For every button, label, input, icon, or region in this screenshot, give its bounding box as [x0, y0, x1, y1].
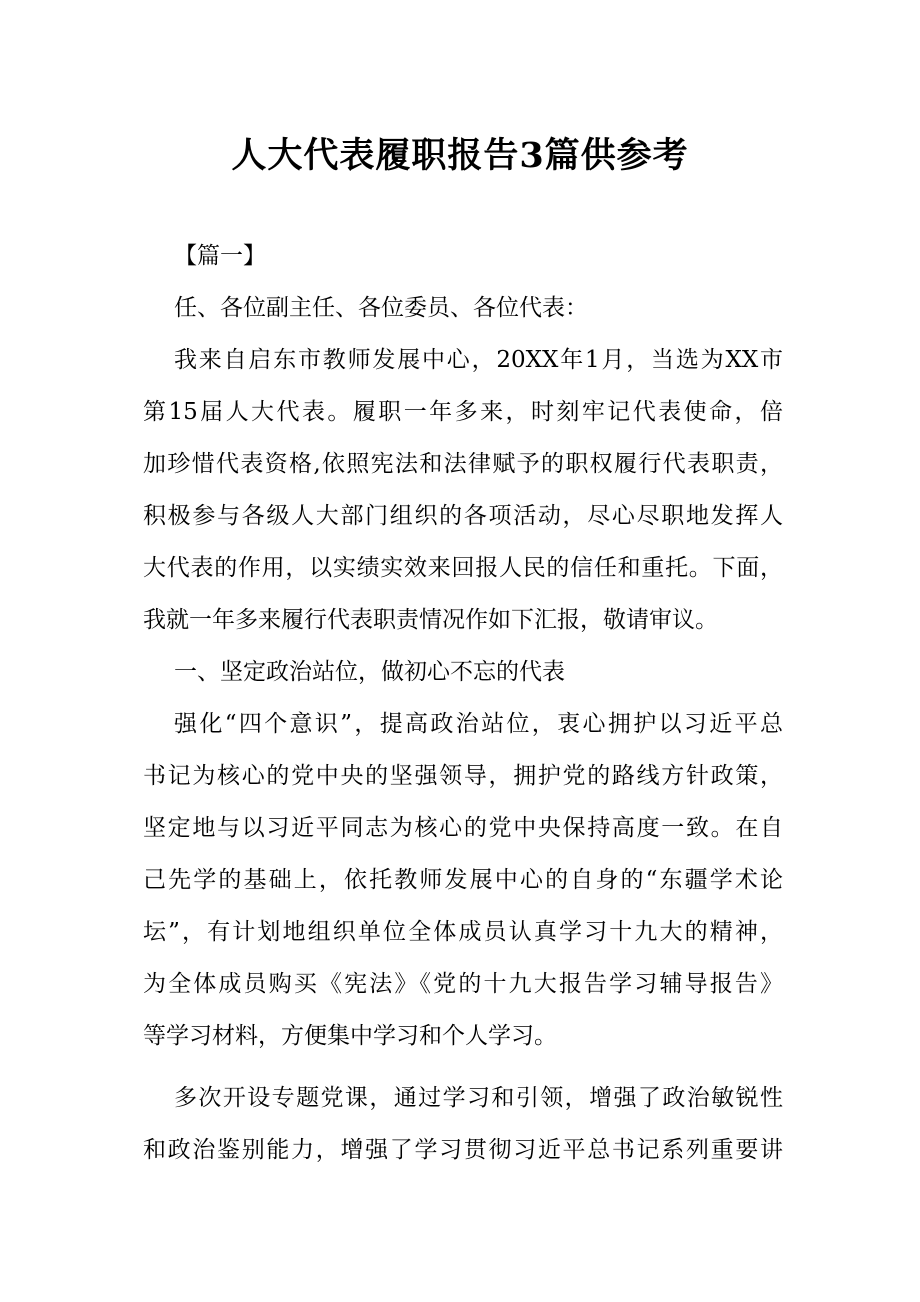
section-label: 【篇一】: [174, 243, 266, 269]
document-body: [143, 230, 783, 1176]
paragraph-line: 积极参与各级人大部门组织的各项活动，尽心尽职地发挥人: [143, 503, 783, 529]
section-heading-1: [143, 646, 783, 698]
paragraph-intro: [143, 334, 783, 646]
paragraph-line: 坛”，有计划地组织单位全体成员认真学习十九大的精神，: [143, 919, 783, 945]
document-title: 人大代表履职报告3篇供参考: [231, 135, 689, 176]
paragraph-line: 任、各位副主任、各位委员、各位代表：: [174, 295, 588, 321]
paragraph-line: 强化“四个意识”，提高政治站位，衷心拥护以习近平总: [174, 711, 783, 737]
paragraph-body-2: [143, 1072, 783, 1176]
paragraph-line: 多次开设专题党课，通过学习和引领，增强了政治敏锐性: [174, 1085, 783, 1111]
paragraph-line: 我来自启东市教师发展中心，20XX年1月，当选为XX市: [174, 347, 783, 373]
paragraph-line: 为全体成员购买《宪法》《党的十九大报告学习辅导报告》: [143, 971, 783, 997]
paragraph-line: 第15届人大代表。履职一年多来，时刻牢记代表使命，倍: [143, 399, 783, 425]
paragraph-greeting: [143, 282, 783, 334]
heading-line: 一、坚定政治站位，做初心不忘的代表: [174, 659, 565, 685]
paragraph-line: 大代表的作用，以实绩实效来回报人民的信任和重托。下面，: [143, 555, 783, 581]
paragraph-line: 书记为核心的党中央的坚强领导，拥护党的路线方针政策，: [143, 763, 783, 789]
paragraph-line: 等学习材料，方便集中学习和个人学习。: [143, 1023, 557, 1049]
paragraph-line: 己先学的基础上，依托教师发展中心的自身的“东疆学术论: [143, 867, 783, 893]
paragraph-line: 加珍惜代表资格,依照宪法和法律赋予的职权履行代表职责，: [143, 451, 783, 477]
paragraph-line: 我就一年多来履行代表职责情况作如下汇报，敬请审议。: [143, 607, 718, 633]
paragraph-gap: [143, 1062, 783, 1072]
paragraph-line: 坚定地与以习近平同志为核心的党中央保持高度一致。在自: [143, 815, 783, 841]
paragraph-body-1: [143, 698, 783, 1062]
paragraph-line: 和政治鉴别能力，增强了学习贯彻习近平总书记系列重要讲: [143, 1137, 783, 1163]
